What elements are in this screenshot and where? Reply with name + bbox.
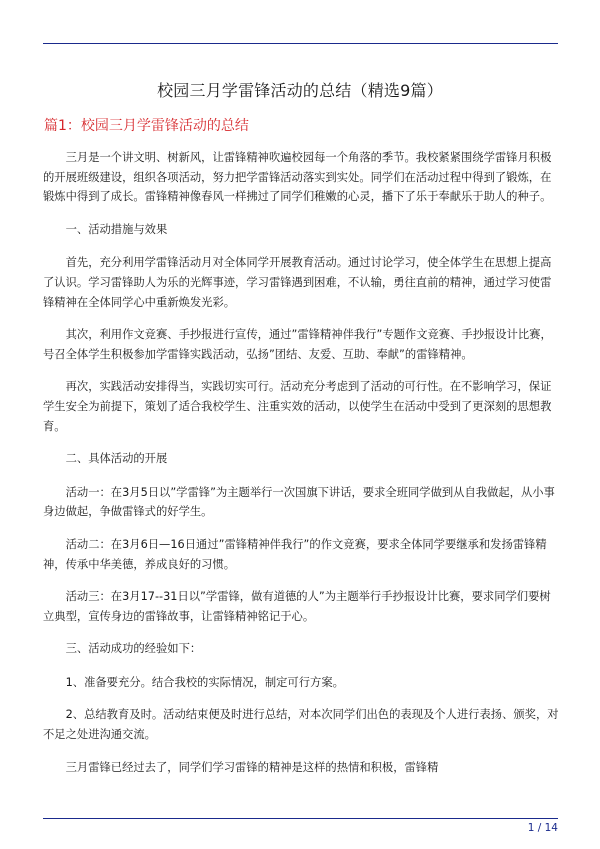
subheading-activities: 二、具体活动的开展 <box>65 452 168 466</box>
paragraph-experience-two: 2、总结教育及时。活动结束便及时进行总结，对本次同学们出色的表现及个人进行表扬、颁奖，对不足之处进沟通交流。 <box>43 708 559 742</box>
page-indicator: 1 / 14 <box>527 822 558 834</box>
paragraph-intro: 三月是一个讲文明、树新风，让雷锋精神吹遍校园每一个角落的季节。我校紧紧围绕学雷锋月积极的开展班级建设，组织各项活动，努力把学雷锋活动落实到实处。同学们在活动过程中得到了锻炼，在锻炼中得到了成长。雷锋精神像春风一样拂过了同学们稚嫩的心灵，播下了乐于奉献乐于助人的种子。 <box>43 151 552 204</box>
bottom-rule <box>43 818 558 819</box>
paragraph-third: 再次，实践活动安排得当，实践切实可行。活动充分考虑到了活动的可行性。在不影响学习，保证学生安全为前提下，策划了适合我校学生、注重实效的活动，以使学生在活动中受到了更深刻的思想教育。 <box>43 380 552 433</box>
paragraph-activity-three: 活动三：在3月17--31日以”学雷锋，做有道德的人”为主题举行手抄报设计比赛，要求同学们要树立典型，宣传身边的雷锋故事，让雷锋精神铭记于心。 <box>43 590 551 623</box>
subheading-experience: 三、活动成功的经验如下： <box>65 642 202 656</box>
document-body <box>43 148 559 790</box>
paragraph-activity-one: 活动一：在3月5日以”学雷锋”为主题举行一次国旗下讲话，要求全班同学做到从自我做起，从小事身边做起，争做雷锋式的好学生。 <box>43 485 555 519</box>
document-title: 校园三月学雷锋活动的总结（精选9篇） <box>157 81 443 100</box>
subheading-measures: 一、活动措施与效果 <box>65 222 168 236</box>
paragraph-closing: 三月雷锋已经过去了，同学们学习雷锋的精神是这样的热情和积极，雷锋精 <box>65 760 439 774</box>
section-heading: 篇1：校园三月学雷锋活动的总结 <box>44 118 249 134</box>
paragraph-second: 其次，利用作文竞赛、手抄报进行宣传，通过”雷锋精神伴我行”专题作文竞赛、手抄报设计比赛，号召全体学生积极参加学雷锋实践活动，弘扬”团结、友爱、互助、奉献”的雷锋精神。 <box>43 328 552 361</box>
top-rule <box>43 43 558 44</box>
paragraph-experience-one: 1、准备要充分。结合我校的实际情况，制定可行方案。 <box>65 675 344 689</box>
paragraph-first: 首先，充分利用学雷锋活动月对全体同学开展教育活动。通过讨论学习，使全体学生在思想上提高了认识。学习雷锋助人为乐的光辉事迹，学习雷锋遇到困难，不认输，勇往直前的精神，通过学习使雷锋精神在全体同学心中重新焕发光彩。 <box>43 256 552 309</box>
paragraph-activity-two: 活动二：在3月6日—16日通过”雷锋精神伴我行”的作文竞赛，要求全体同学要继承和发扬雷锋精神，传承中华美德，养成良好的习惯。 <box>43 537 547 571</box>
